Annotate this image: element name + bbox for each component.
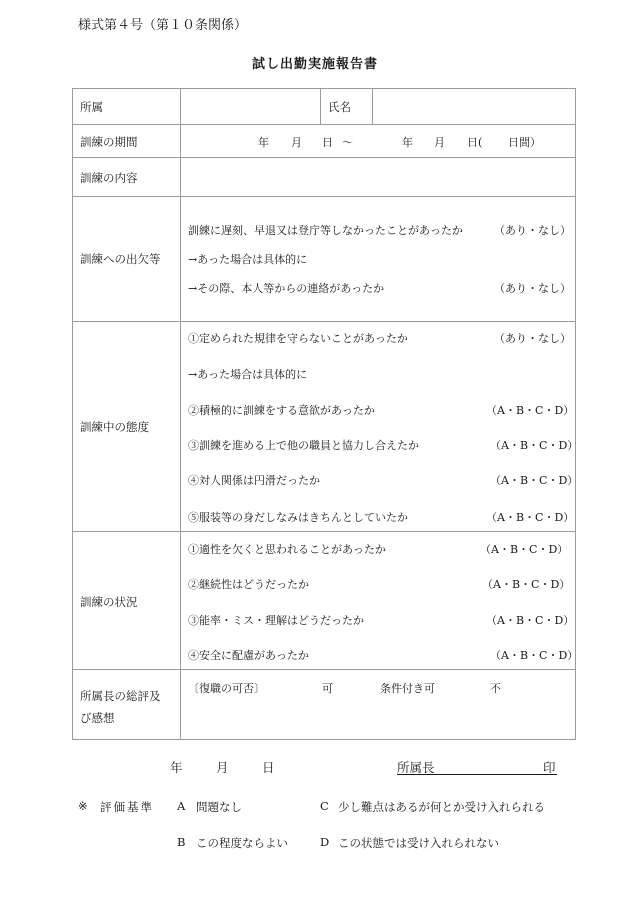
attitude-q1: ①定められた規律を守らないことがあったか: [188, 332, 408, 345]
status-label: 訓練の状況: [80, 595, 138, 609]
attitude-q3: ③訓練を進める上で他の職員と協力し合えたか: [188, 439, 419, 452]
signature-underline: [397, 774, 557, 775]
name-label: 氏名: [328, 100, 351, 114]
criteria-b-key: B: [177, 835, 186, 849]
row-divider: [72, 669, 576, 670]
status-q2: ②継続性はどうだったか: [188, 578, 309, 591]
review-label-line1: 所属長の総評及: [80, 689, 161, 703]
status-q1-choice[interactable]: （A・B・C・D）: [480, 543, 569, 556]
criteria-b-text: この程度ならよい: [196, 836, 288, 850]
attitude-detail: →あった場合は具体的に: [188, 368, 308, 381]
attitude-q3-choice[interactable]: （A・B・C・D）: [490, 439, 579, 452]
criteria-d-key: D: [320, 835, 330, 849]
criteria-d-text: この状態では受け入れられない: [338, 836, 499, 850]
form-number: 様式第４号（第１０条関係）: [78, 18, 248, 33]
attendance-q2: →その際、本人等からの連絡があったか: [188, 282, 385, 295]
status-q2-choice[interactable]: （A・B・C・D）: [482, 578, 571, 591]
content-field[interactable]: [182, 159, 574, 194]
affiliation-field[interactable]: [182, 90, 318, 122]
attendance-q1-choice[interactable]: （あり・なし）: [494, 224, 571, 237]
criteria-a-text: 問題なし: [196, 800, 242, 814]
footer-month: 月: [216, 760, 229, 775]
column-divider: [180, 88, 181, 740]
footer-year: 年: [170, 760, 183, 775]
criteria-mark: ※: [78, 799, 88, 813]
attitude-q2: ②積極的に訓練をする意欲があったか: [188, 404, 375, 417]
period-end-day: 日(: [467, 136, 483, 149]
row-divider: [72, 157, 576, 158]
option-conditional[interactable]: 条件付き可: [380, 682, 435, 695]
attitude-q1-choice[interactable]: （あり・なし）: [494, 332, 571, 345]
row-divider: [72, 196, 576, 197]
affiliation-label: 所属: [80, 100, 103, 114]
name-field[interactable]: [374, 90, 574, 122]
row-divider: [72, 321, 576, 322]
row-divider: [72, 531, 576, 532]
attitude-q5-choice[interactable]: （A・B・C・D）: [486, 511, 575, 524]
option-approved[interactable]: 可: [322, 682, 333, 695]
attitude-q5: ⑤服装等の身だしなみはきちんとしていたか: [188, 511, 408, 524]
attitude-q4-choice[interactable]: （A・B・C・D）: [490, 474, 579, 487]
period-end-month: 月: [434, 136, 445, 149]
criteria-c-text: 少し難点はあるが何とか受け入れられる: [338, 800, 545, 814]
period-start-year: 年: [258, 136, 269, 149]
status-q3: ③能率・ミス・理解はどうだったか: [188, 614, 364, 627]
column-divider: [320, 88, 321, 124]
attendance-q2-choice[interactable]: （あり・なし）: [494, 282, 571, 295]
row-divider: [72, 124, 576, 125]
page-title: 試し出勤実施報告書: [251, 57, 378, 72]
period-start-day: 日: [322, 136, 333, 149]
criteria-label: 評価基準: [100, 800, 154, 814]
content-label: 訓練の内容: [80, 171, 138, 185]
column-divider: [372, 88, 373, 124]
attendance-label: 訓練への出欠等: [80, 252, 161, 266]
attitude-q4: ④対人関係は円滑だったか: [188, 474, 320, 487]
period-days: 日間）: [508, 136, 541, 149]
attendance-q1: 訓練に遅刻、早退又は登庁等しなかったことがあったか: [188, 224, 463, 237]
attitude-label: 訓練中の態度: [80, 420, 149, 434]
status-q3-choice[interactable]: （A・B・C・D）: [486, 614, 575, 627]
head-label: 所属長: [397, 760, 435, 775]
period-tilde: ～: [342, 136, 353, 149]
status-q4-choice[interactable]: （A・B・C・D）: [490, 649, 579, 662]
status-q4: ④安全に配慮があったか: [188, 649, 309, 662]
criteria-c-key: C: [320, 799, 329, 813]
period-label: 訓練の期間: [80, 135, 138, 149]
option-not-approved[interactable]: 不: [490, 682, 501, 695]
seal-mark: 印: [543, 760, 556, 775]
footer-day: 日: [262, 760, 275, 775]
period-start-month: 月: [291, 136, 302, 149]
attitude-q2-choice[interactable]: （A・B・C・D）: [486, 404, 575, 417]
return-to-work-label: 〔復職の可否〕: [188, 682, 265, 695]
period-end-year: 年: [402, 136, 413, 149]
criteria-a-key: A: [177, 799, 186, 813]
status-q1: ①適性を欠くと思われることがあったか: [188, 543, 386, 556]
review-label-line2: び感想: [80, 711, 115, 725]
attendance-detail: →あった場合は具体的に: [188, 253, 308, 266]
